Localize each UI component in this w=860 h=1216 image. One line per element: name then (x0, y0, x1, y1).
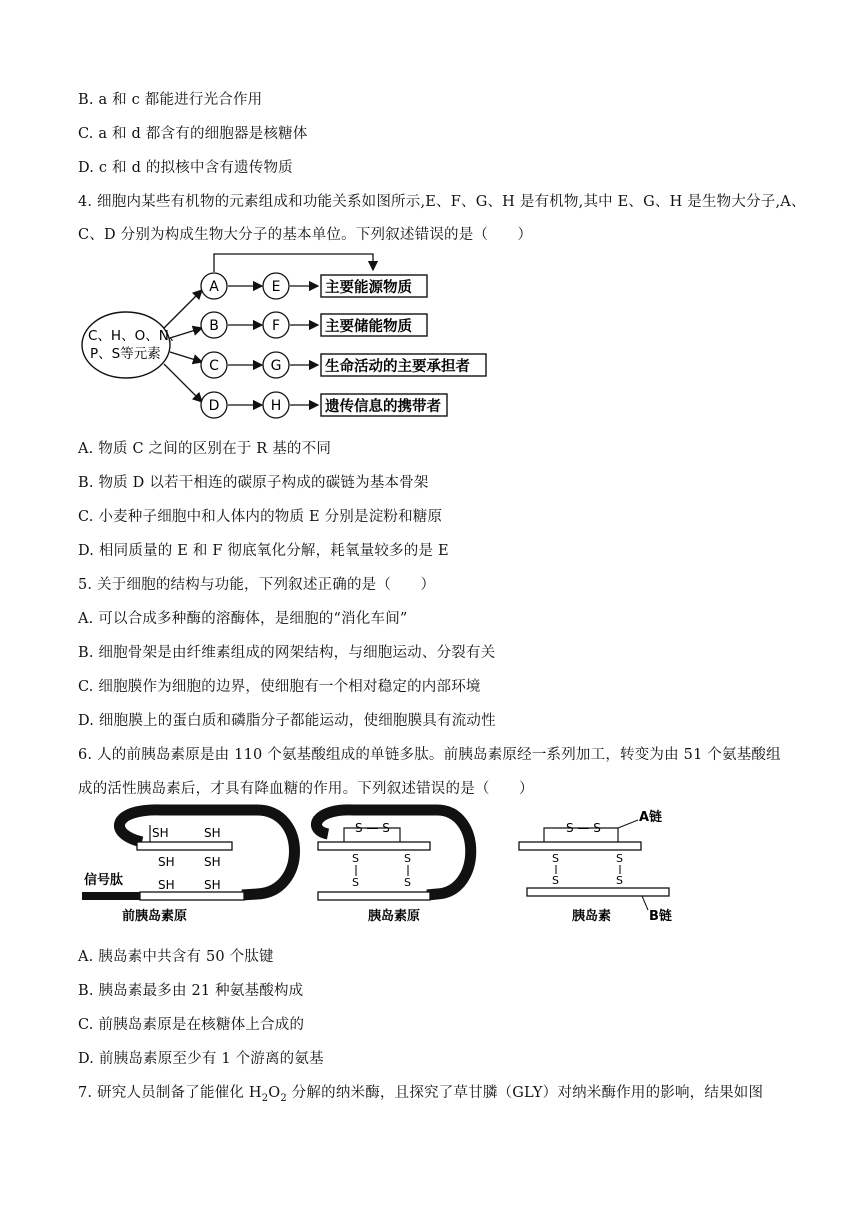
q5-option-b: B. 细胞骨架是由纤维素组成的网架结构，与细胞运动、分裂有关 (78, 645, 496, 661)
q6-figure (82, 804, 682, 930)
product-f: F (271, 318, 281, 334)
q7-stem-mid: O (268, 1085, 281, 1101)
q7-stem-part2: 分解的纳米酶，且探究了草甘膦（GLY）对纳米酶作用的影响，结果如图 (286, 1085, 764, 1101)
ss-intra-2: S — S (566, 821, 601, 835)
product-h: H (270, 398, 282, 414)
q4-option-d: D. 相同质量的 E 和 F 彻底氧化分解，耗氧量较多的是 E (78, 543, 449, 559)
q7-sub1: 2 (261, 1092, 269, 1104)
proinsulin-loop-2 (316, 810, 470, 895)
label-preproinsulin: 前胰岛素原 (122, 909, 188, 924)
q6-option-a: A. 胰岛素中共含有 50 个肽键 (78, 949, 274, 965)
q4-figure (80, 250, 500, 422)
q3-option-d: D. c 和 d 的拟核中含有遗传物质 (78, 160, 293, 176)
q6-option-d: D. 前胰岛素原至少有 1 个游离的氨基 (78, 1051, 324, 1067)
sh-5: SH (158, 878, 175, 892)
q4-option-b: B. 物质 D 以若干相连的碳原子构成的碳链为基本骨架 (78, 475, 429, 491)
elements-label-2: P、S等元素 (90, 346, 161, 362)
q6-stem-line2: 成的活性胰岛素后，才具有降血糖的作用。下列叙述错误的是（ ） (78, 781, 534, 797)
label-proinsulin: 胰岛素原 (368, 909, 421, 924)
label-insulin: 胰岛素 (572, 909, 612, 924)
unit-b: B (209, 318, 219, 334)
function-1: 主要能源物质 (325, 280, 412, 296)
q4-stem-line1: 4. 细胞内某些有机物的元素组成和功能关系如图所示,E、F、G、H 是有机物,其中 E、G、H 是生物大分子,A、 (78, 194, 806, 210)
q7-sub2: 2 (280, 1092, 287, 1104)
unit-a: A (209, 279, 219, 295)
q5-option-d: D. 细胞膜上的蛋白质和磷脂分子都能运动，使细胞膜具有流动性 (78, 713, 496, 729)
s-a1: S (352, 852, 359, 865)
function-2: 主要储能物质 (325, 319, 412, 335)
sh-2: SH (204, 826, 221, 840)
chain-b-label: B链 (649, 909, 672, 924)
product-e: E (271, 279, 281, 295)
chain-a-label: A链 (639, 810, 663, 825)
unit-c: C (209, 358, 219, 374)
q7-stem (78, 1081, 763, 1104)
q5-option-a: A. 可以合成多种酶的溶酶体，是细胞的“消化车间” (78, 611, 408, 627)
sh-3: SH (158, 855, 175, 869)
s-d1: S (616, 852, 623, 865)
sh-6: SH (204, 878, 221, 892)
q6-stem-line1: 6. 人的前胰岛素原是由 110 个氨基酸组成的单链多肽。前胰岛素原经一系列加工，转变为由 51 个氨基酸组 (78, 747, 781, 763)
s-a2: S (352, 876, 359, 889)
function-4: 遗传信息的携带者 (325, 399, 441, 415)
q6-option-c: C. 前胰岛素原是在核糖体上合成的 (78, 1017, 305, 1033)
q6-option-b: B. 胰岛素最多由 21 种氨基酸构成 (78, 983, 304, 999)
product-g: G (270, 358, 282, 374)
q3-option-c: C. a 和 d 都含有的细胞器是核糖体 (78, 126, 308, 142)
s-d2: S (616, 874, 623, 887)
q4-option-a: A. 物质 C 之间的区别在于 R 基的不同 (78, 441, 332, 457)
sh-4: SH (204, 855, 221, 869)
s-b2: S (404, 876, 411, 889)
q4-option-c: C. 小麦种子细胞中和人体内的物质 E 分别是淀粉和糖原 (78, 509, 443, 525)
sh-1: SH (152, 826, 169, 840)
elements-ellipse (82, 312, 170, 378)
signal-peptide-label: 信号肽 (84, 873, 124, 888)
s-c2: S (552, 874, 559, 887)
function-3: 生命活动的主要承担者 (325, 359, 470, 375)
ss-intra-1: S — S (355, 821, 390, 835)
q3-option-b: B. a 和 c 都能进行光合作用 (78, 92, 263, 108)
q5-option-c: C. 细胞膜作为细胞的边界，使细胞有一个相对稳定的内部环境 (78, 679, 481, 695)
q4-stem-line2: C、D 分别为构成生物大分子的基本单位。下列叙述错误的是（ ） (78, 227, 533, 243)
q7-stem-part1: 7. 研究人员制备了能催化 H (78, 1085, 262, 1101)
unit-d: D (208, 398, 220, 414)
s-b1: S (404, 852, 411, 865)
s-c1: S (552, 852, 559, 865)
elements-label-1: C、H、O、N、 (88, 328, 183, 344)
q5-stem: 5. 关于细胞的结构与功能，下列叙述正确的是（ ） (78, 577, 436, 593)
